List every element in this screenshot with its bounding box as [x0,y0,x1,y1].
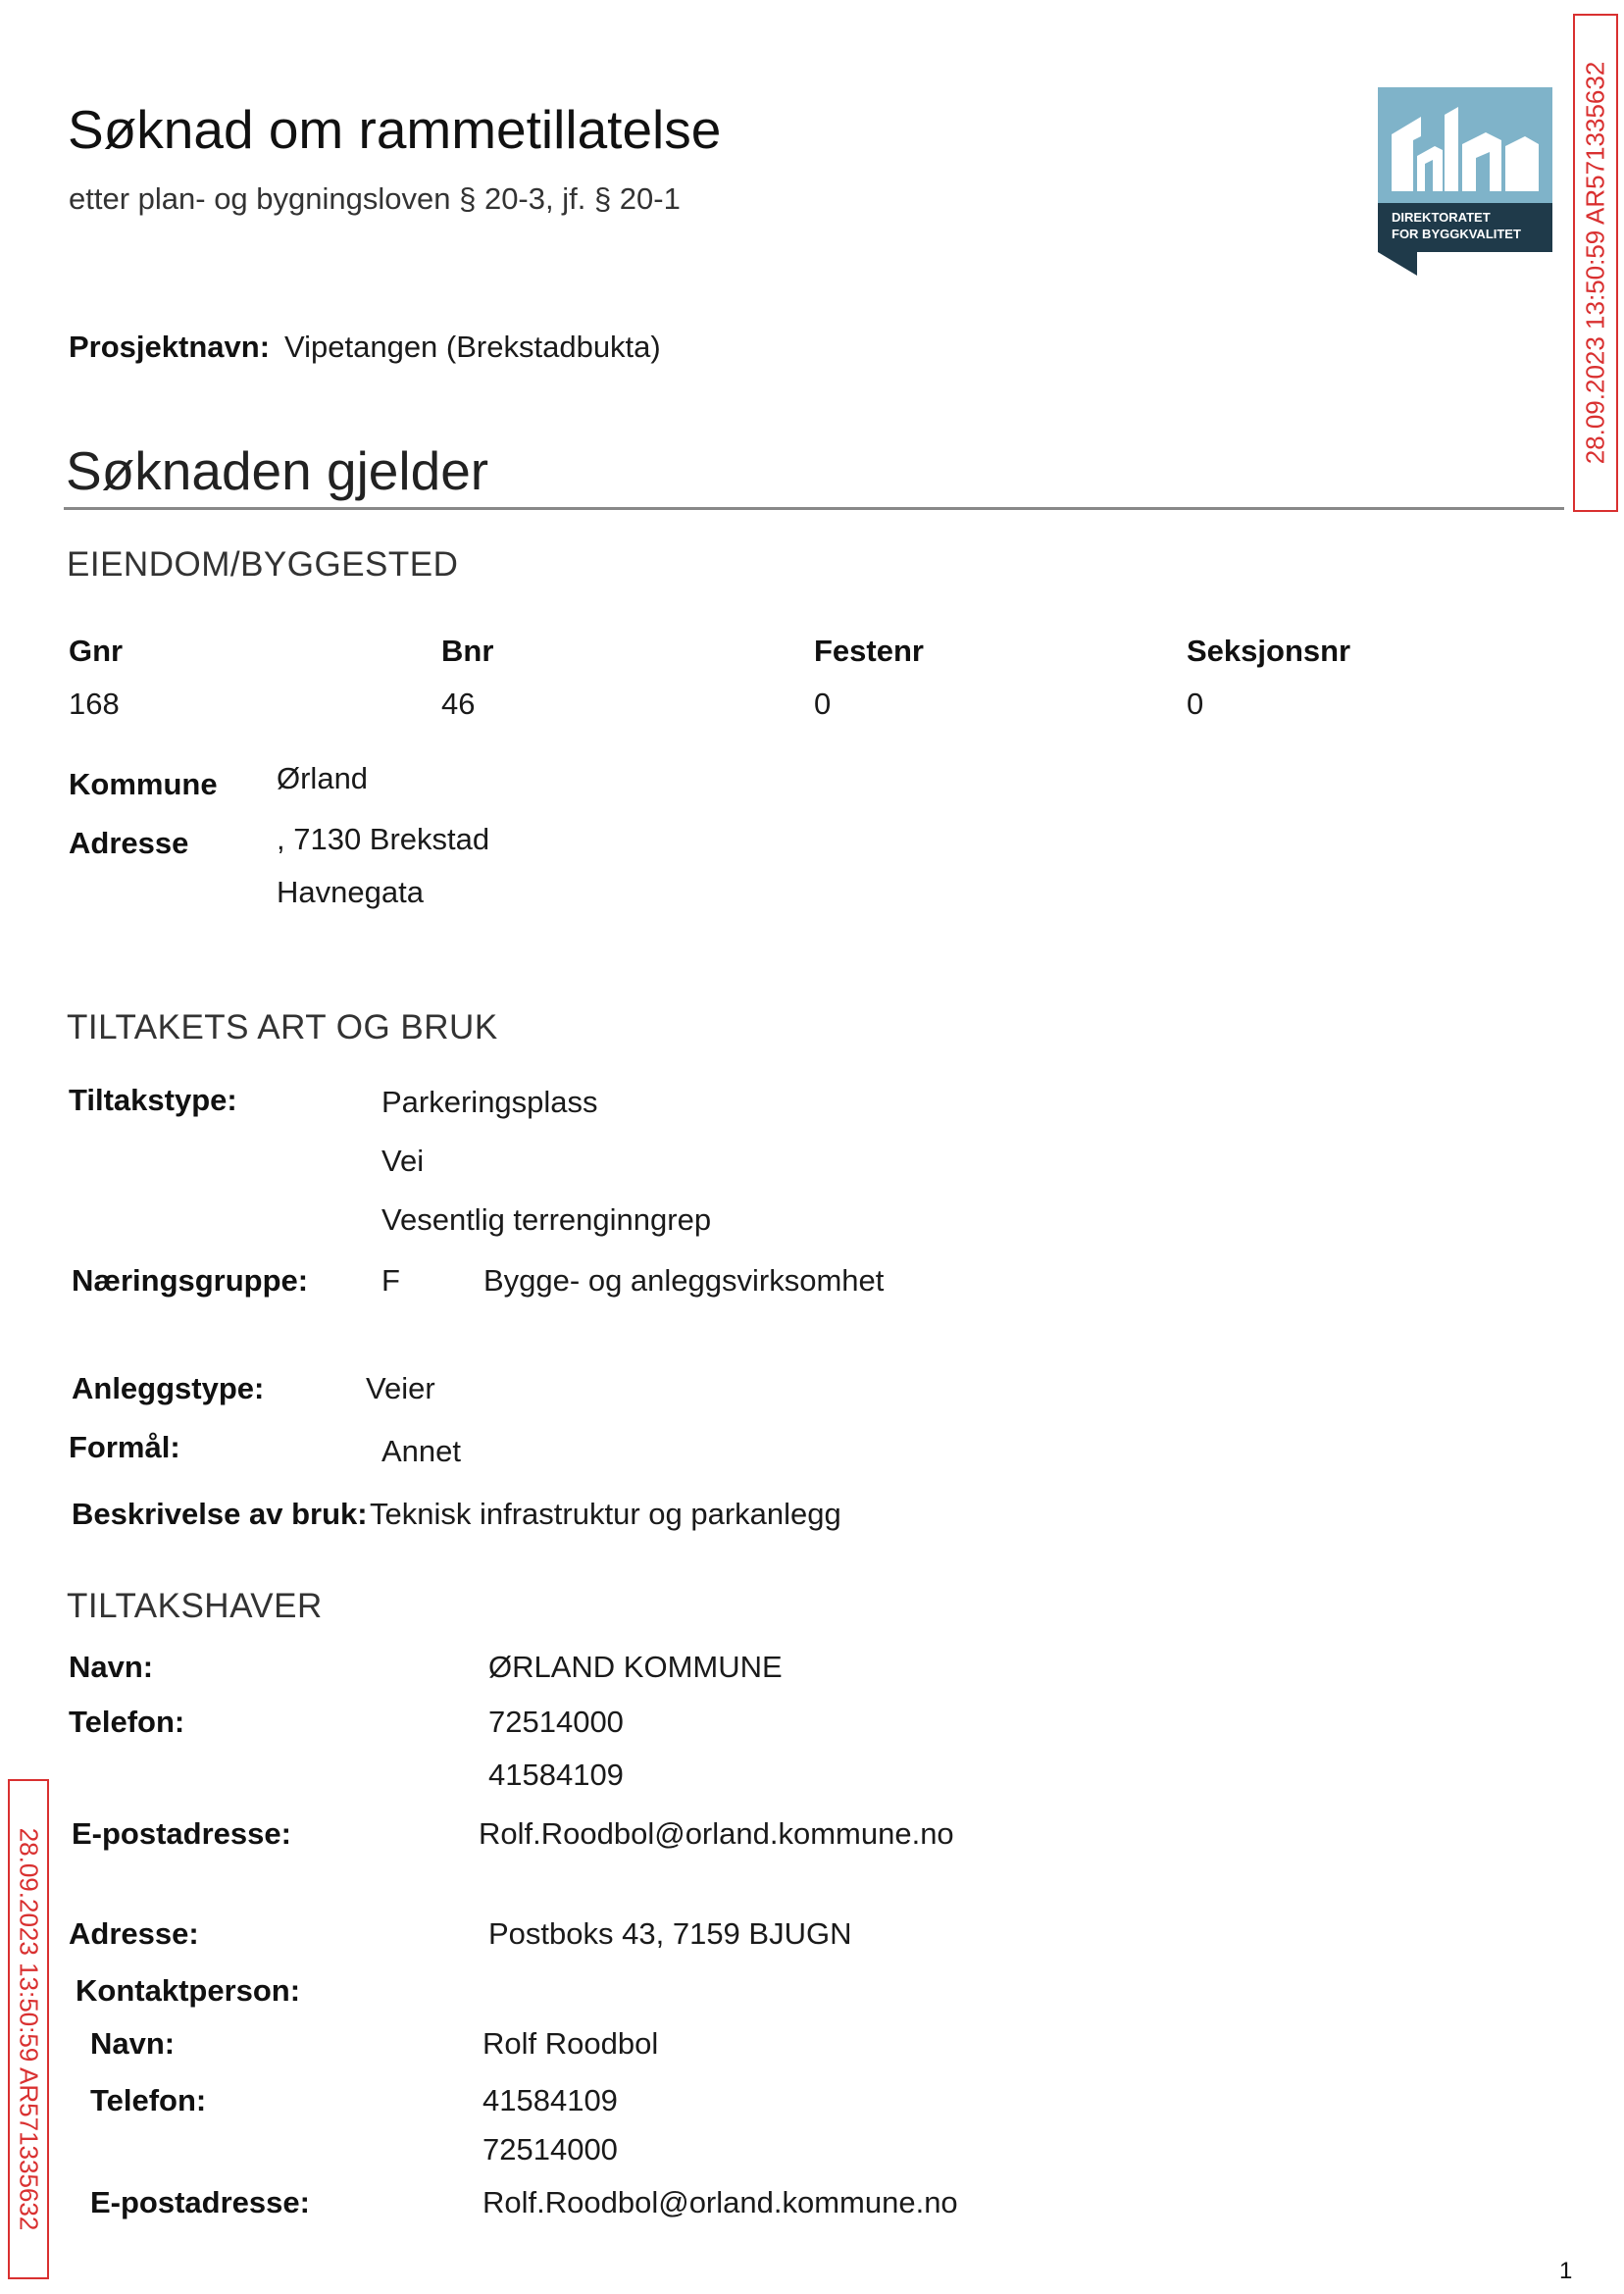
seksjonsnr-label: Seksjonsnr [1187,634,1351,668]
tiltakstype-item: Vei [381,1144,425,1178]
naeringsgruppe-label: Næringsgruppe: [72,1263,309,1298]
tiltakshaver-telefon-label: Telefon: [69,1705,185,1739]
page-subtitle: etter plan- og bygningsloven § 20-3, jf. § 20-1 [69,181,681,216]
kontakt-navn-value: Rolf Roodbol [482,2026,659,2061]
heading-tiltakets-art: TILTAKETS ART OG BRUK [67,1008,498,1046]
festenr-value: 0 [814,687,832,721]
page-number: 1 [1559,2258,1573,2284]
kommune-label: Kommune [69,767,218,801]
tiltakstype-label: Tiltakstype: [69,1083,237,1117]
tiltakshaver-navn-value: ØRLAND KOMMUNE [488,1650,783,1684]
kontakt-telefon-label: Telefon: [90,2083,207,2117]
tiltakstype-item: Vesentlig terrenginngrep [381,1202,712,1237]
project-name-value: Vipetangen (Brekstadbukta) [284,330,661,364]
timestamp-stamp-top-right [1573,14,1618,512]
kommune-value: Ørland [277,761,369,795]
kontakt-telefon-value: 41584109 [482,2083,618,2117]
gnr-label: Gnr [69,634,124,668]
heading-eiendom: EIENDOM/BYGGESTED [67,545,459,584]
kontakt-telefon-value: 72514000 [482,2132,618,2167]
tiltakstype-item: Parkeringsplass [381,1085,598,1119]
formal-value: Annet [381,1434,462,1468]
naeringsgruppe-value: Bygge- og anleggsvirksomhet [483,1263,885,1298]
tiltakshaver-navn-label: Navn: [69,1650,154,1684]
anleggstype-label: Anleggstype: [72,1371,265,1405]
stamp-text: 28.09.2023 13:50:59 AR571335632 [14,1827,44,2231]
formal-label: Formål: [69,1430,180,1464]
tiltakshaver-adresse-value: Postboks 43, 7159 BJUGN [488,1916,852,1951]
section-heading-soknaden-gjelder: Søknaden gjelder [66,440,489,501]
seksjonsnr-value: 0 [1187,687,1204,721]
tiltakshaver-adresse-label: Adresse: [69,1916,199,1951]
beskrivelse-value: Teknisk infrastruktur og parkanlegg [370,1497,841,1531]
gnr-value: 168 [69,687,120,721]
dibk-logo [1378,87,1552,276]
stamp-text: 28.09.2023 13:50:59 AR571335632 [1580,61,1610,465]
tiltakshaver-telefon-value: 72514000 [488,1705,624,1739]
adresse-line2: Havnegata [277,875,424,909]
section-divider [64,507,1564,510]
timestamp-stamp-left [8,1779,49,2279]
heading-tiltakshaver: TILTAKSHAVER [67,1587,323,1625]
logo-text-line2: FOR BYGGKVALITET [1392,227,1521,241]
bnr-label: Bnr [441,634,494,668]
adresse-line1: , 7130 Brekstad [277,822,490,856]
page-title: Søknad om rammetillatelse [68,99,722,160]
tiltakshaver-epost-label: E-postadresse: [72,1816,291,1851]
kontakt-epost-value: Rolf.Roodbol@orland.kommune.no [482,2185,958,2219]
kontakt-navn-label: Navn: [90,2026,176,2061]
naeringsgruppe-code: F [381,1263,400,1298]
kontakt-epost-label: E-postadresse: [90,2185,310,2219]
beskrivelse-label: Beskrivelse av bruk: [72,1497,368,1531]
project-name-label: Prosjektnavn: [69,330,271,364]
adresse-label: Adresse [69,826,189,860]
festenr-label: Festenr [814,634,924,668]
logo-text-line1: DIREKTORATET [1392,210,1491,225]
anleggstype-value: Veier [366,1371,435,1405]
tiltakshaver-telefon-value: 41584109 [488,1758,624,1792]
bnr-value: 46 [441,687,476,721]
dibk-logo-graphic [1378,87,1552,276]
tiltakshaver-epost-value: Rolf.Roodbol@orland.kommune.no [479,1816,954,1851]
kontaktperson-label: Kontaktperson: [76,1973,301,2008]
